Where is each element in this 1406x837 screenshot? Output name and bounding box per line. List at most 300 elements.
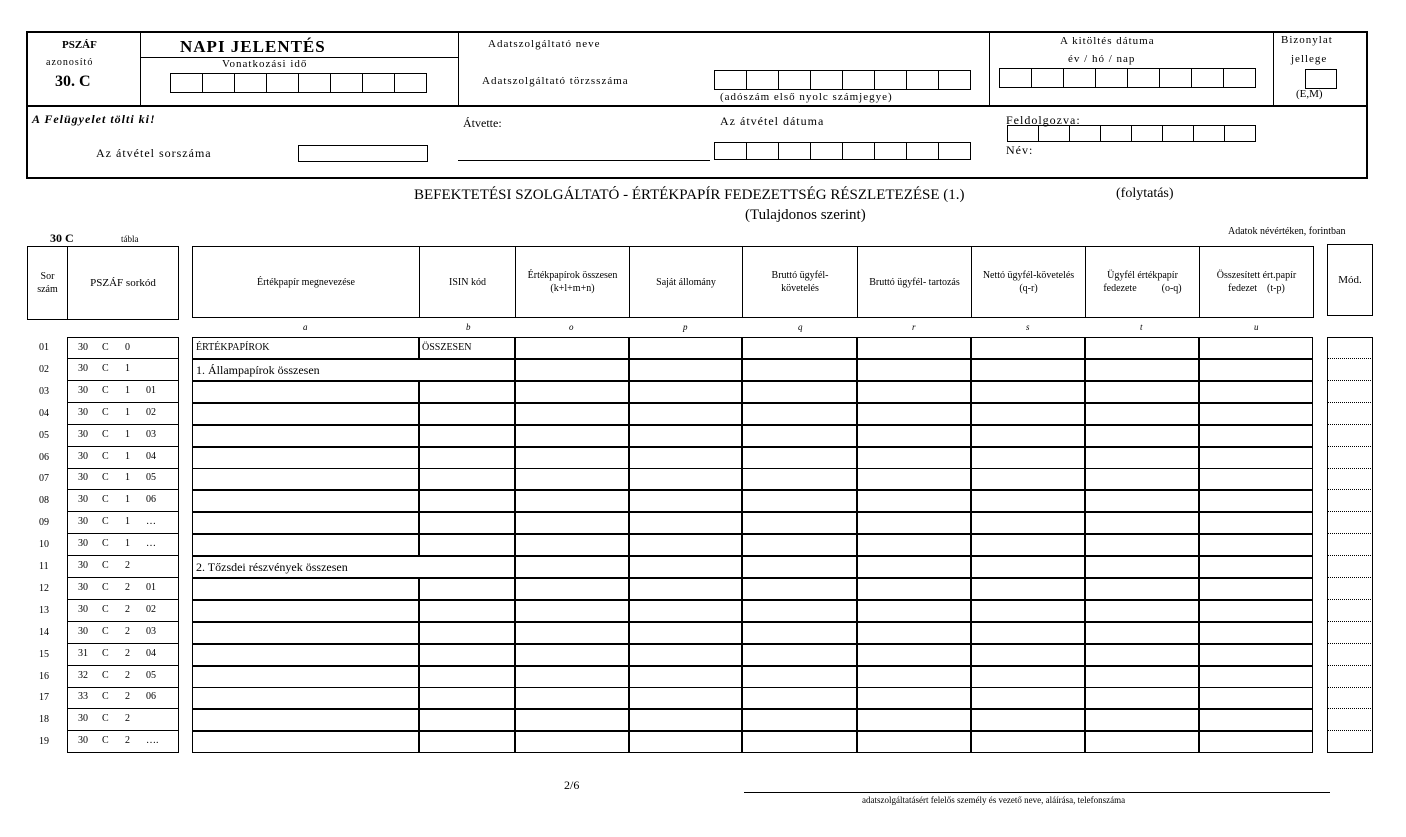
sorkod-part: 2 xyxy=(125,670,130,681)
data-cell-u[interactable] xyxy=(1199,556,1313,578)
col-letter-q: q xyxy=(798,322,803,332)
col-header-q-text2: követelés xyxy=(781,283,819,294)
data-cell-a[interactable] xyxy=(192,578,419,600)
data-cell-u[interactable] xyxy=(1199,359,1313,381)
sorkod-part: 1 xyxy=(125,429,130,440)
sorkod-part: 1 xyxy=(125,363,130,374)
mod-bottom xyxy=(1327,752,1373,753)
data-cell-u[interactable] xyxy=(1199,512,1313,534)
mod-cell[interactable] xyxy=(1327,709,1373,731)
data-cell-u[interactable] xyxy=(1199,490,1313,512)
data-cell-u[interactable] xyxy=(1199,578,1313,600)
data-cell-p[interactable] xyxy=(629,381,742,403)
data-cell-o[interactable] xyxy=(515,337,629,359)
data-cell-a[interactable] xyxy=(192,490,419,512)
data-cell-q[interactable] xyxy=(742,534,857,556)
data-cell-p[interactable] xyxy=(629,512,742,534)
data-cell-b[interactable] xyxy=(419,512,515,534)
data-cell-u[interactable] xyxy=(1199,425,1313,447)
data-cell-s[interactable] xyxy=(971,425,1085,447)
sorkod-part: 02 xyxy=(146,604,156,615)
folytatas-label: (folytatás) xyxy=(1116,186,1174,201)
col-header-p: Saját állomány xyxy=(629,246,743,318)
col-header-o xyxy=(515,246,630,318)
data-cell-r[interactable] xyxy=(857,600,971,622)
feldolgozva-label: Feldolgozva: xyxy=(1006,113,1081,127)
row-number: 18 xyxy=(39,714,49,725)
col-header-s-formula: (q-r) xyxy=(1019,283,1038,294)
fill-date-boxes[interactable] xyxy=(999,68,1256,88)
data-cell-s[interactable] xyxy=(971,644,1085,666)
data-cell-o[interactable] xyxy=(515,534,629,556)
data-cell-p[interactable] xyxy=(629,447,742,469)
mod-cell[interactable] xyxy=(1327,512,1373,534)
col-header-t xyxy=(1085,246,1200,318)
data-cell-p[interactable] xyxy=(629,666,742,688)
mod-cell[interactable] xyxy=(1327,556,1373,578)
data-cell-o[interactable] xyxy=(515,622,629,644)
data-cell-r[interactable] xyxy=(857,490,971,512)
row-number: 07 xyxy=(39,473,49,484)
sorkod-part: 30 xyxy=(78,429,88,440)
data-cell-o[interactable] xyxy=(515,512,629,534)
atvette-line xyxy=(458,160,710,161)
sorkod-part: … xyxy=(146,516,156,527)
sorkod-part: 30 xyxy=(78,363,88,374)
data-cell-s[interactable] xyxy=(971,622,1085,644)
sorkod-part: 2 xyxy=(125,582,130,593)
sorkod-part: C xyxy=(102,516,109,527)
mod-cell[interactable] xyxy=(1327,644,1373,666)
col-header-s xyxy=(971,246,1086,318)
sorkod-part: C xyxy=(102,560,109,571)
data-cell-u[interactable] xyxy=(1199,687,1313,709)
data-cell-t[interactable] xyxy=(1085,600,1199,622)
sorkod-part: 1 xyxy=(125,472,130,483)
data-cell-o[interactable] xyxy=(515,447,629,469)
atvetel-datum-boxes[interactable] xyxy=(714,142,971,160)
sorkod-part: C xyxy=(102,429,109,440)
sorkod-part: C xyxy=(102,451,109,462)
data-cell-s[interactable] xyxy=(971,447,1085,469)
sorkod-cell xyxy=(67,425,179,447)
data-cell-t[interactable] xyxy=(1085,359,1199,381)
data-cell-s[interactable] xyxy=(971,468,1085,490)
col-header-b: ISIN kód xyxy=(419,246,516,318)
data-cell-p[interactable] xyxy=(629,556,742,578)
data-cell-p[interactable] xyxy=(629,337,742,359)
table-word: tábla xyxy=(121,234,139,244)
sorkod-cell xyxy=(67,687,179,709)
data-cell-p[interactable] xyxy=(629,600,742,622)
col-header-o-formula: (k+l+m+n) xyxy=(550,283,595,294)
data-cell-u[interactable] xyxy=(1199,666,1313,688)
row-number: 08 xyxy=(39,495,49,506)
mod-cell[interactable] xyxy=(1327,622,1373,644)
data-cell-t[interactable] xyxy=(1085,578,1199,600)
data-cell-r[interactable] xyxy=(857,666,971,688)
data-cell-t[interactable] xyxy=(1085,512,1199,534)
data-cell-o[interactable] xyxy=(515,709,629,731)
data-cell-q[interactable] xyxy=(742,359,857,381)
col-header-szam-text: szám xyxy=(37,284,58,295)
data-cell-a[interactable] xyxy=(192,381,419,403)
data-cell-q[interactable] xyxy=(742,490,857,512)
sorkod-part: 31 xyxy=(78,648,88,659)
data-cell-r[interactable] xyxy=(857,381,971,403)
units-note: Adatok névértéken, forintban xyxy=(1228,226,1346,237)
divider xyxy=(458,32,459,106)
data-cell-a[interactable] xyxy=(192,622,419,644)
data-cell-o[interactable] xyxy=(515,490,629,512)
mod-cell[interactable] xyxy=(1327,403,1373,425)
data-cell-b[interactable] xyxy=(419,687,515,709)
sorkod-part: 32 xyxy=(78,670,88,681)
sorkod-part: 30 xyxy=(78,407,88,418)
data-cell-b[interactable] xyxy=(419,644,515,666)
supervisor-title: A Felügyelet tölti ki! xyxy=(32,112,156,126)
data-cell-t[interactable] xyxy=(1085,731,1199,753)
data-cell-r[interactable] xyxy=(857,337,971,359)
data-cell-a[interactable] xyxy=(192,425,419,447)
col-letter-s: s xyxy=(1026,322,1030,332)
data-cell-q[interactable] xyxy=(742,600,857,622)
provider-reg-boxes[interactable] xyxy=(714,70,971,90)
data-cell-o[interactable] xyxy=(515,666,629,688)
data-cell-u[interactable] xyxy=(1199,403,1313,425)
sorkod-part: 30 xyxy=(78,494,88,505)
data-cell-b[interactable] xyxy=(419,666,515,688)
sorkod-cell xyxy=(67,468,179,490)
data-cell-s[interactable] xyxy=(971,403,1085,425)
data-cell-u[interactable] xyxy=(1199,337,1313,359)
col-letter-a: a xyxy=(303,322,308,332)
data-cell-q[interactable] xyxy=(742,556,857,578)
data-cell-s[interactable] xyxy=(971,381,1085,403)
data-cell-a[interactable] xyxy=(192,644,419,666)
data-cell-t[interactable] xyxy=(1085,687,1199,709)
sorkod-part: 02 xyxy=(146,407,156,418)
data-cell-a[interactable] xyxy=(192,709,419,731)
data-cell-u[interactable] xyxy=(1199,381,1313,403)
data-cell-u[interactable] xyxy=(1199,731,1313,753)
sorkod-part: C xyxy=(102,648,109,659)
data-cell-r[interactable] xyxy=(857,359,971,381)
data-cell-a[interactable] xyxy=(192,687,419,709)
data-cell-u[interactable] xyxy=(1199,644,1313,666)
data-cell-r[interactable] xyxy=(857,534,971,556)
col-header-sor-text: Sor xyxy=(40,271,55,282)
data-cell-t[interactable] xyxy=(1085,490,1199,512)
data-cell-t[interactable] xyxy=(1085,534,1199,556)
sorkod-part: 06 xyxy=(146,494,156,505)
sorkod-cell xyxy=(67,512,179,534)
sorkod-cell xyxy=(67,359,179,381)
data-cell-t[interactable] xyxy=(1085,381,1199,403)
data-cell-a[interactable] xyxy=(192,666,419,688)
signature-caption: adatszolgáltatásért felelős személy és vezető neve, aláírása, telefonszáma xyxy=(862,795,1126,805)
data-cell-t[interactable] xyxy=(1085,425,1199,447)
data-cell-p[interactable] xyxy=(629,687,742,709)
row-number: 15 xyxy=(39,649,49,660)
data-cell-q[interactable] xyxy=(742,468,857,490)
data-cell-p[interactable] xyxy=(629,578,742,600)
data-cell-p[interactable] xyxy=(629,468,742,490)
data-cell-r[interactable] xyxy=(857,425,971,447)
data-cell-o[interactable] xyxy=(515,403,629,425)
data-cell-r[interactable] xyxy=(857,578,971,600)
data-cell-q[interactable] xyxy=(742,644,857,666)
data-cell-p[interactable] xyxy=(629,403,742,425)
data-cell-q[interactable] xyxy=(742,403,857,425)
data-cell-r[interactable] xyxy=(857,512,971,534)
vonatkozasi-ido-boxes[interactable] xyxy=(170,73,427,93)
sorkod-part: 30 xyxy=(78,626,88,637)
col-letter-o: o xyxy=(569,322,574,332)
divider xyxy=(989,32,990,106)
data-cell-q[interactable] xyxy=(742,512,857,534)
sorkod-cell xyxy=(67,578,179,600)
mod-cell[interactable] xyxy=(1327,468,1373,490)
data-cell-t[interactable] xyxy=(1085,644,1199,666)
nev-label: Név: xyxy=(1006,143,1034,157)
sorkod-part: 1 xyxy=(125,494,130,505)
fill-date-label: A kitöltés dátuma xyxy=(1060,35,1155,47)
mod-cell[interactable] xyxy=(1327,447,1373,469)
data-cell-t[interactable] xyxy=(1085,622,1199,644)
sorkod-part: 30 xyxy=(78,560,88,571)
sorkod-part: …. xyxy=(146,735,159,746)
data-cell-o[interactable] xyxy=(515,687,629,709)
data-cell-b[interactable] xyxy=(419,600,515,622)
sorkod-part: 2 xyxy=(125,626,130,637)
data-cell-u[interactable] xyxy=(1199,709,1313,731)
data-cell-a[interactable] xyxy=(192,447,419,469)
pszaf-label: PSZÁF xyxy=(62,39,97,51)
mod-cell[interactable] xyxy=(1327,359,1373,381)
data-cell-o[interactable] xyxy=(515,731,629,753)
data-cell-t[interactable] xyxy=(1085,403,1199,425)
data-cell-r[interactable] xyxy=(857,687,971,709)
data-cell-q[interactable] xyxy=(742,709,857,731)
row-number: 10 xyxy=(39,539,49,550)
sorkod-cell xyxy=(67,600,179,622)
data-cell-s[interactable] xyxy=(971,359,1085,381)
data-cell-o[interactable] xyxy=(515,600,629,622)
data-cell-t[interactable] xyxy=(1085,709,1199,731)
atvetel-sorszam-box[interactable] xyxy=(298,145,428,162)
sorkod-part: 33 xyxy=(78,691,88,702)
sorkod-cell xyxy=(67,666,179,688)
data-cell-t[interactable] xyxy=(1085,666,1199,688)
col-header-u xyxy=(1199,246,1314,318)
data-cell-p[interactable] xyxy=(629,490,742,512)
data-cell-b[interactable] xyxy=(419,468,515,490)
total-label: ÉRTÉKPAPÍROK xyxy=(196,342,270,353)
data-cell-o[interactable] xyxy=(515,425,629,447)
data-cell-o[interactable] xyxy=(515,644,629,666)
data-cell-s[interactable] xyxy=(971,578,1085,600)
col-header-u-formula: fedezet (t-p) xyxy=(1228,283,1285,294)
sorkod-part: 30 xyxy=(78,604,88,615)
data-cell-a[interactable] xyxy=(192,600,419,622)
mod-cell[interactable] xyxy=(1327,578,1373,600)
data-cell-t[interactable] xyxy=(1085,337,1199,359)
provider-reg-note: (adószám első nyolc számjegye) xyxy=(720,91,893,103)
col-header-o-text: Értékpapírok összesen xyxy=(527,270,618,281)
data-cell-u[interactable] xyxy=(1199,447,1313,469)
mod-cell[interactable] xyxy=(1327,490,1373,512)
mod-cell[interactable] xyxy=(1327,687,1373,709)
azonosito-label: azonosító xyxy=(46,57,94,68)
section-label: 2. Tőzsdei részvények összesen xyxy=(196,560,348,574)
data-cell-o[interactable] xyxy=(515,578,629,600)
data-cell-b[interactable] xyxy=(419,425,515,447)
data-cell-u[interactable] xyxy=(1199,534,1313,556)
doc-type-box[interactable] xyxy=(1305,69,1337,89)
col-header-t-formula: fedezete (o-q) xyxy=(1103,283,1182,294)
sorkod-part: 1 xyxy=(125,407,130,418)
data-cell-a[interactable] xyxy=(192,534,419,556)
mod-cell[interactable] xyxy=(1327,337,1373,359)
data-cell-t[interactable] xyxy=(1085,556,1199,578)
data-cell-s[interactable] xyxy=(971,512,1085,534)
data-cell-s[interactable] xyxy=(971,534,1085,556)
data-cell-o[interactable] xyxy=(515,468,629,490)
data-cell-b[interactable] xyxy=(419,622,515,644)
data-cell-s[interactable] xyxy=(971,600,1085,622)
data-cell-r[interactable] xyxy=(857,709,971,731)
atvette-label: Átvette: xyxy=(463,116,502,130)
data-cell-q[interactable] xyxy=(742,578,857,600)
data-cell-p[interactable] xyxy=(629,622,742,644)
sorkod-part: C xyxy=(102,363,109,374)
data-cell-a[interactable] xyxy=(192,468,419,490)
data-cell-t[interactable] xyxy=(1085,447,1199,469)
data-cell-r[interactable] xyxy=(857,447,971,469)
mod-cell[interactable] xyxy=(1327,425,1373,447)
data-cell-q[interactable] xyxy=(742,731,857,753)
sorkod-part: 1 xyxy=(125,516,130,527)
data-cell-a[interactable] xyxy=(192,403,419,425)
sorkod-part: 2 xyxy=(125,691,130,702)
divider xyxy=(140,32,141,106)
data-cell-p[interactable] xyxy=(629,731,742,753)
sorkod-part: 2 xyxy=(125,648,130,659)
data-cell-s[interactable] xyxy=(971,709,1085,731)
data-cell-o[interactable] xyxy=(515,359,629,381)
mod-cell[interactable] xyxy=(1327,600,1373,622)
sorkod-part: 04 xyxy=(146,451,156,462)
sorkod-part: 30 xyxy=(78,451,88,462)
sorkod-part: C xyxy=(102,494,109,505)
data-cell-a[interactable] xyxy=(192,512,419,534)
fill-date-format: év / hó / nap xyxy=(1068,53,1136,65)
data-cell-b[interactable] xyxy=(419,337,515,359)
mod-cell[interactable] xyxy=(1327,381,1373,403)
data-cell-q[interactable] xyxy=(742,425,857,447)
data-cell-p[interactable] xyxy=(629,359,742,381)
data-cell-p[interactable] xyxy=(629,644,742,666)
data-cell-r[interactable] xyxy=(857,468,971,490)
data-cell-r[interactable] xyxy=(857,731,971,753)
data-cell-t[interactable] xyxy=(1085,468,1199,490)
sorkod-cell xyxy=(67,337,179,359)
atvetel-datum-label: Az átvétel dátuma xyxy=(720,114,825,128)
sorkod-part: 1 xyxy=(125,451,130,462)
sorkod-part: 01 xyxy=(146,385,156,396)
sorkod-part: 30 xyxy=(78,472,88,483)
data-cell-b[interactable] xyxy=(419,578,515,600)
data-cell-p[interactable] xyxy=(629,709,742,731)
data-cell-u[interactable] xyxy=(1199,468,1313,490)
data-cell-b[interactable] xyxy=(419,381,515,403)
data-cell-b[interactable] xyxy=(419,709,515,731)
feldolgozva-boxes[interactable] xyxy=(1007,125,1256,142)
row-number: 14 xyxy=(39,627,49,638)
data-cell-q[interactable] xyxy=(742,622,857,644)
data-cell-o[interactable] xyxy=(515,556,629,578)
col-letter-t: t xyxy=(1140,322,1143,332)
sorkod-cell xyxy=(67,447,179,469)
data-cell-q[interactable] xyxy=(742,447,857,469)
data-cell-b[interactable] xyxy=(419,403,515,425)
sorkod-part: 01 xyxy=(146,582,156,593)
sorkod-part: 06 xyxy=(146,691,156,702)
data-cell-u[interactable] xyxy=(1199,600,1313,622)
data-cell-u[interactable] xyxy=(1199,622,1313,644)
mod-cell[interactable] xyxy=(1327,534,1373,556)
sorkod-cell xyxy=(67,556,179,578)
data-cell-s[interactable] xyxy=(971,556,1085,578)
data-cell-b[interactable] xyxy=(419,534,515,556)
data-cell-a xyxy=(192,556,515,578)
total-label-2: ÖSSZESEN xyxy=(422,342,472,353)
sorkod-part: 1 xyxy=(125,538,130,549)
data-cell-s[interactable] xyxy=(971,687,1085,709)
data-cell-b[interactable] xyxy=(419,490,515,512)
data-cell-r[interactable] xyxy=(857,622,971,644)
data-cell-r[interactable] xyxy=(857,403,971,425)
data-cell-s[interactable] xyxy=(971,337,1085,359)
doc-type-label: Bizonylat xyxy=(1281,34,1333,46)
data-cell-s[interactable] xyxy=(971,666,1085,688)
col-letter-r: r xyxy=(912,322,916,332)
sorkod-part: C xyxy=(102,670,109,681)
data-cell-b[interactable] xyxy=(419,731,515,753)
mod-cell[interactable] xyxy=(1327,666,1373,688)
data-cell-o[interactable] xyxy=(515,381,629,403)
data-cell-p[interactable] xyxy=(629,425,742,447)
data-cell-q[interactable] xyxy=(742,337,857,359)
data-cell-q[interactable] xyxy=(742,666,857,688)
sorkod-part: 30 xyxy=(78,516,88,527)
data-cell-s[interactable] xyxy=(971,731,1085,753)
mod-cell[interactable] xyxy=(1327,731,1373,753)
data-cell-r[interactable] xyxy=(857,644,971,666)
data-cell-s[interactable] xyxy=(971,490,1085,512)
data-cell-a[interactable] xyxy=(192,731,419,753)
data-cell-q[interactable] xyxy=(742,381,857,403)
sorkod-part: 30 xyxy=(78,342,88,353)
sorkod-part: 2 xyxy=(125,735,130,746)
sorkod-part: C xyxy=(102,713,109,724)
data-cell-b[interactable] xyxy=(419,447,515,469)
data-cell-q[interactable] xyxy=(742,687,857,709)
sorkod-part: 30 xyxy=(78,538,88,549)
data-cell-p[interactable] xyxy=(629,534,742,556)
data-cell-r[interactable] xyxy=(857,556,971,578)
